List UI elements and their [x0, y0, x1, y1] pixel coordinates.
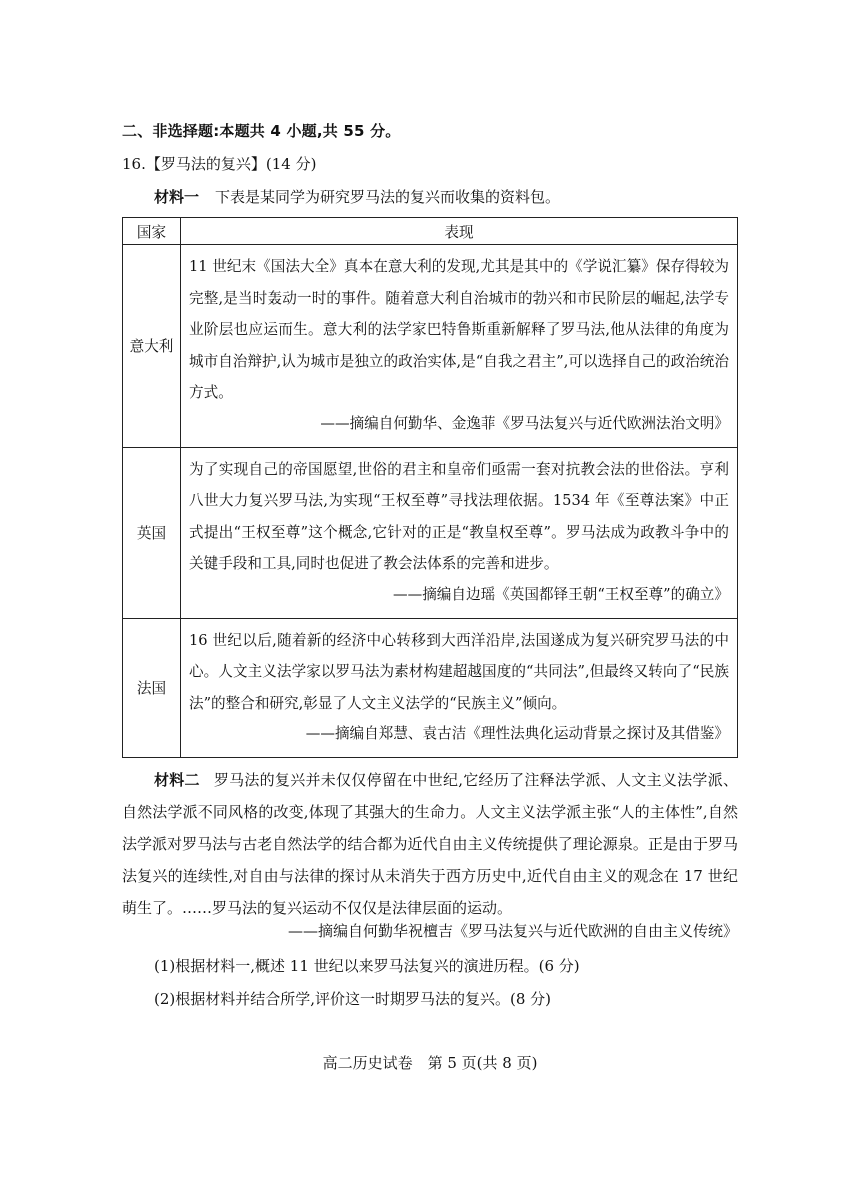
material-one-table	[122, 217, 738, 758]
page-footer: 高二历史试卷 第 5 页(共 8 页)	[322, 1054, 538, 1072]
material-one-label: 材料一	[154, 188, 200, 206]
table-row	[123, 447, 738, 618]
table-cell-text: 为了实现自己的帝国愿望,世俗的君主和皇帝们亟需一套对抗教会法的世俗法。亨利八世大力复兴罗马法,为实现“王权至尊”寻找法理依据。1534 年《至尊法案》中正式提出“王权至尊”这个概念,它针对的正是“教皇权至尊”。罗马法成为政教斗争中的关键手段和工具,同时也促进了教会法体系的完善和进步。	[189, 460, 729, 572]
material-two-paragraph	[122, 764, 738, 924]
table-cell-text: 16 世纪以后,随着新的经济中心转移到大西洋沿岸,法国遂成为复兴研究罗马法的中心。人文主义法学家以罗马法为素材构建超越国度的“共同法”,但最终又转向了“民族法”的整合和研究,彰显了人文主义法学的“民族主义”倾向。	[189, 631, 729, 712]
subquestion-1: (1)根据材料一,概述 11 世纪以来罗马法复兴的演进历程。(6 分)	[154, 957, 580, 975]
table-row	[123, 618, 738, 758]
table-cell-country: 法国	[123, 618, 181, 758]
section-heading: 二、非选择题:本题共 4 小题,共 55 分。	[122, 122, 401, 140]
material-one-intro-text: 下表是某同学为研究罗马法的复兴而收集的资料包。	[215, 188, 561, 206]
material-one-intro	[154, 186, 560, 207]
table-header-content: 表现	[181, 218, 738, 245]
question-title: 16.【罗马法的复兴】(14 分)	[122, 155, 317, 173]
table-cell-source: ——摘编自郑慧、袁古洁《理性法典化运动背景之探讨及其借鉴》	[305, 725, 729, 742]
table-header-row	[123, 218, 738, 245]
subquestion-2: (2)根据材料并结合所学,评价这一时期罗马法的复兴。(8 分)	[154, 990, 552, 1008]
table-cell-text: 11 世纪末《国法大全》真本在意大利的发现,尤其是其中的《学说汇纂》保存得较为完整,是当时轰动一时的事件。随着意大利自治城市的勃兴和市民阶层的崛起,法学专业阶层也应运而生。意大利的法学家巴特鲁斯重新解释了罗马法,他从法律的角度为城市自治辩护,认为城市是独立的政治实体,是“自我之君主”,可以选择自己的政治统治方式。	[189, 258, 729, 401]
material-two-source: ——摘编自何勤华祝檀吉《罗马法复兴与近代欧洲的自由主义传统》	[287, 922, 738, 940]
table-cell-country: 意大利	[123, 245, 181, 448]
table-cell-content	[181, 618, 738, 758]
table-cell-country: 英国	[123, 447, 181, 618]
table-cell-content	[181, 447, 738, 618]
table-cell-source: ——摘编自边瑶《英国都铎王朝“王权至尊”的确立》	[393, 585, 729, 603]
table-cell-content	[181, 245, 738, 448]
table-row	[123, 245, 738, 448]
material-two-label: 材料二	[154, 771, 200, 789]
material-two-text: 罗马法的复兴并未仅仅停留在中世纪,它经历了注释法学派、人文主义法学派、自然法学派不同风格的改变,体现了其强大的生命力。人文主义法学派主张“人的主体性”,自然法学派对罗马法与古老自然法学的结合都为近代自由主义传统提供了理论源泉。正是由于罗马法复兴的连续性,对自由与法律的探讨从未消失于西方历史中,近代自由主义的观念在 17 世纪萌生了。……罗马法的复兴运动不仅仅是法律层面的运动。	[122, 771, 738, 917]
table-header-country: 国家	[123, 218, 181, 245]
table-cell-source: ——摘编自何勤华、金逸菲《罗马法复兴与近代欧洲法治文明》	[320, 414, 729, 432]
